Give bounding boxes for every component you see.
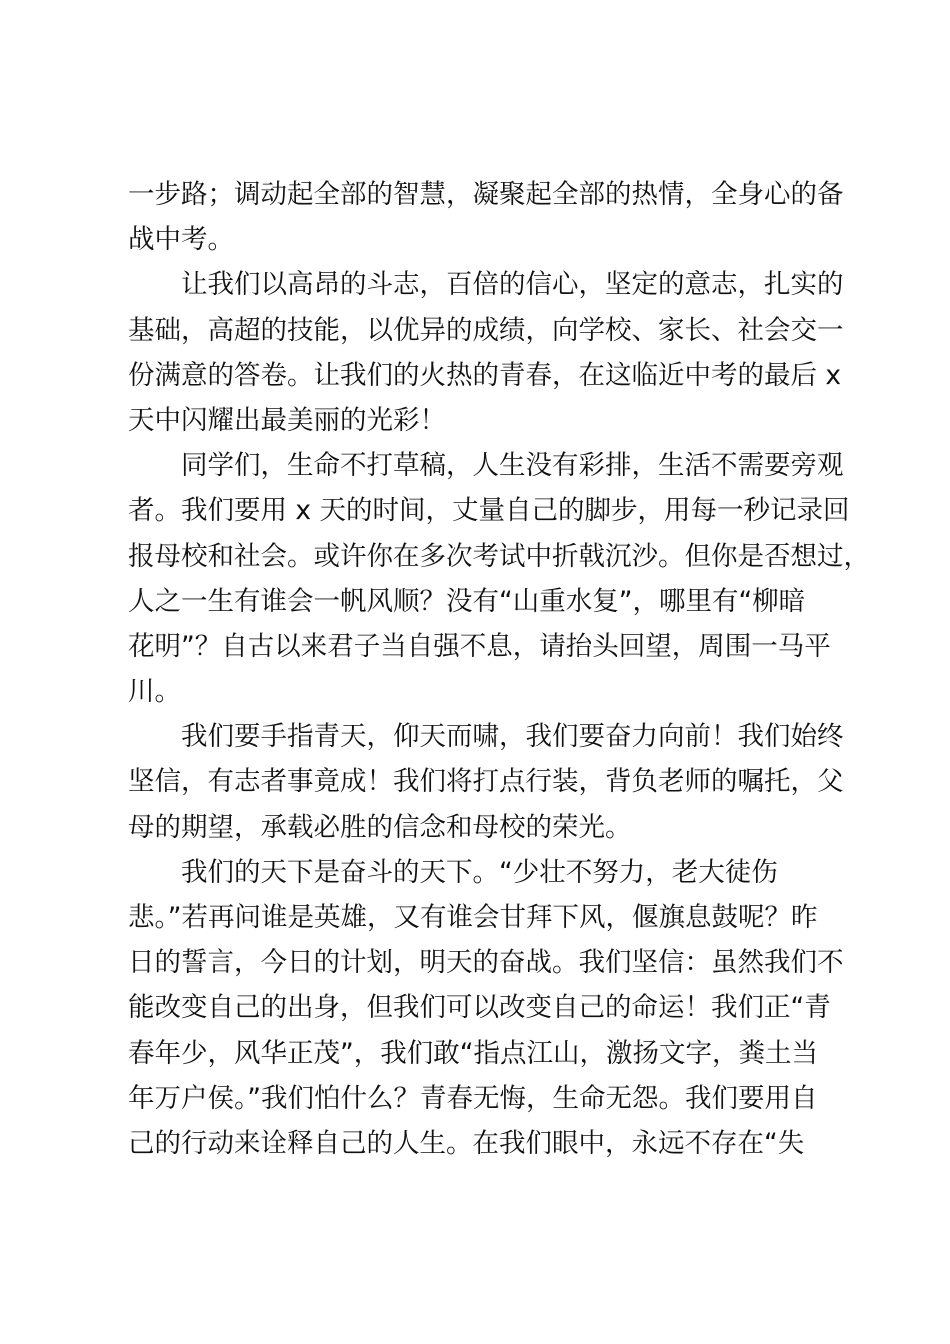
text-line: 天中闪耀出最美丽的光彩！	[128, 404, 446, 436]
text-line: 花明”？自古以来君子当自强不息，请抬头回望，周围一马平	[128, 630, 831, 662]
text-line: 我们要手指青天，仰天而啸，我们要奋力向前！我们始终	[128, 721, 844, 753]
text-line: 己的行动来诠释自己的人生。在我们眼中，永远不存在“失	[128, 1127, 805, 1159]
text-line: 母的期望，承载必胜的信念和母校的荣光。	[128, 811, 632, 843]
text-line: 年万户侯。”我们怕什么？青春无悔，生命无怨。我们要用自	[128, 1082, 818, 1114]
text-line: 同学们，生命不打草稿，人生没有彩排，生活不需要旁观	[128, 450, 844, 482]
text-line: 战中考。	[128, 224, 234, 256]
text-line: 能改变自己的出身，但我们可以改变自己的命运！我们正“青	[128, 992, 831, 1024]
text-line: 人之一生有谁会一帆风顺？没有“山重水复”，哪里有“柳暗	[128, 585, 806, 617]
text-line: 日的誓言，今日的计划，明天的奋战。我们坚信：虽然我们不	[128, 947, 844, 979]
text-line: 坚信，有志者事竟成！我们将打点行装，背负老师的嘱托，父	[128, 766, 844, 798]
text-line: 基础，高超的技能，以优异的成绩，向学校、家长、社会交一	[128, 314, 844, 346]
text-line: 悲。”若再问谁是英雄，又有谁会甘拜下风，偃旗息鼓呢？昨	[128, 902, 818, 933]
text-line: 一步路；调动起全部的智慧，凝聚起全部的热情，全身心的备	[128, 179, 844, 210]
text-line: 让我们以高昂的斗志，百倍的信心，坚定的意志，扎实的	[128, 269, 844, 301]
text-line: 者。我们要用 x 天的时间，丈量自己的脚步，用每一秒记录回	[128, 495, 850, 527]
text-line: 份满意的答卷。让我们的火热的青春，在这临近中考的最后 x	[128, 359, 842, 391]
text-line: 我们的天下是奋斗的天下。“少壮不努力，老大徒伤	[128, 856, 778, 888]
text-line: 川。	[128, 676, 181, 708]
text-line: 报母校和社会。或许你在多次考试中折戟沉沙。但你是否想过，	[128, 540, 870, 572]
text-line: 春年少，风华正茂”，我们敢“指点江山，激扬文字，粪土当	[128, 1037, 818, 1069]
body-text	[128, 172, 870, 1166]
